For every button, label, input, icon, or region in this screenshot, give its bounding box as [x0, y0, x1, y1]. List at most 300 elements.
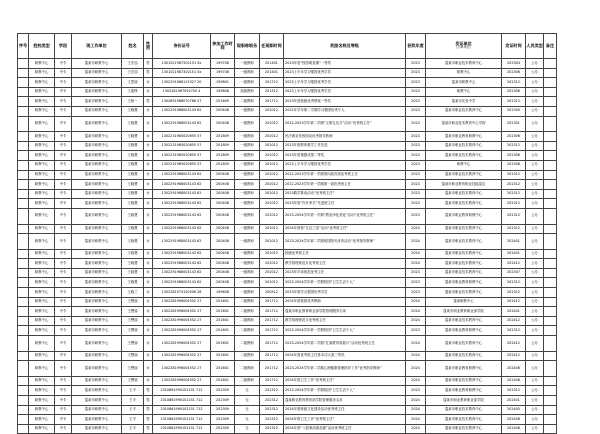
- cell-seq: [18, 396, 29, 406]
- cell-note: [544, 224, 557, 234]
- cell-sex: 女: [144, 106, 153, 116]
- cell-seq: [18, 68, 29, 78]
- cell-id: 1301021987302151 5x: [153, 59, 211, 69]
- cell-title: 一级教师: [235, 116, 260, 132]
- cell-id: 1302291988003143 62: [153, 199, 211, 209]
- cell-stage: 中专: [55, 160, 72, 170]
- cell-sex: 男: [144, 97, 153, 107]
- cell-sex: 女: [144, 199, 153, 209]
- cell-ptype: 公办: [526, 78, 544, 88]
- cell-stage: 中专: [55, 116, 72, 132]
- cell-stage: 中专: [55, 234, 72, 250]
- cell-title: 一级教师: [235, 259, 260, 269]
- cell-since: 202012: [260, 234, 284, 250]
- cell-id: 1302291988003143 62: [153, 259, 211, 269]
- cell-note: [544, 405, 557, 415]
- cell-title: 一级教师: [235, 234, 260, 250]
- cell-name: 王晓慧: [122, 208, 144, 224]
- cell-issuer: 蓬莱市职业教育职业部学院: [426, 307, 502, 317]
- header-row: [18, 34, 557, 59]
- cell-title: 无: [235, 405, 260, 415]
- cell-stage: 中专: [55, 268, 72, 278]
- cell-since: 202012: [260, 141, 284, 151]
- cell-year: 2023: [406, 116, 426, 132]
- cell-id: 1302291988003143 62: [153, 208, 211, 224]
- cell-unit: 蓬莱市职教中心: [72, 160, 122, 170]
- cell-seq: [18, 208, 29, 224]
- cell-note: [544, 234, 557, 250]
- cell-year: 2024: [406, 297, 426, 307]
- cell-id: 2310861990102151 712: [153, 396, 211, 406]
- cell-title: 一级教师: [235, 141, 260, 151]
- cell-year: 2023: [406, 97, 426, 107]
- cell-since: 202012: [260, 278, 284, 288]
- cell-type: 职教中心: [29, 249, 55, 259]
- cell-title: 一级教师: [235, 189, 260, 199]
- cell-title: 二级教师: [235, 97, 260, 107]
- cell-seq: [18, 224, 29, 234]
- cell-start: 200408: [211, 106, 235, 116]
- cell-note: [544, 351, 557, 361]
- cell-note: [544, 307, 557, 317]
- table-row: [18, 224, 557, 234]
- cell-issuer: 蓬莱市职业技术教育中心: [426, 415, 502, 425]
- cell-id: 1302291988003143 62: [153, 189, 211, 199]
- cell-year: 2023: [406, 141, 426, 151]
- cell-sex: 男: [144, 415, 153, 425]
- table-row: [18, 336, 557, 352]
- cell-name: 王晓慧: [122, 106, 144, 116]
- cell-issuer: 蓬莱市职业技术教育中心学校: [426, 116, 502, 132]
- cell-ptype: 公办: [526, 249, 544, 259]
- cell-award: 2023年度学习强国优秀学员: [284, 288, 406, 298]
- cell-sex: 男: [144, 405, 153, 415]
- cell-note: [544, 199, 557, 209]
- cell-name: 王懋丽: [122, 326, 144, 336]
- cell-issued: 202306: [502, 87, 526, 97]
- cell-note: [544, 106, 557, 116]
- cell-sex: 女: [144, 78, 153, 88]
- cell-stage: 中专: [55, 415, 72, 425]
- cell-since: 202312: [260, 405, 284, 415]
- cell-award: 2024年度优秀班主任基本功大赛三等奖: [284, 351, 406, 361]
- cell-ptype: 公办: [526, 199, 544, 209]
- cell-issuer: 蓬莱市职业技术教育中心: [426, 106, 502, 116]
- cell-id: 1302231985020655 57: [153, 141, 211, 151]
- col-since: 任现职时间: [260, 34, 284, 59]
- cell-type: 职教中心: [29, 307, 55, 317]
- cell-stage: 中专: [55, 259, 72, 269]
- cell-stage: 中专: [55, 336, 72, 352]
- cell-unit: 蓬莱市职教中心: [72, 141, 122, 151]
- cell-start: 200408: [211, 189, 235, 199]
- cell-since: 201712: [260, 78, 284, 88]
- cell-issued: 202312: [502, 199, 526, 209]
- cell-sex: 女: [144, 151, 153, 161]
- cell-year: 2023: [406, 87, 426, 97]
- cell-unit: 蓬莱市职教中心: [72, 396, 122, 406]
- cell-issued: 202312: [502, 278, 526, 288]
- cell-name: 王平: [122, 424, 144, 434]
- cell-id: 1302291988003143 62: [153, 249, 211, 259]
- cell-start: 201609: [211, 97, 235, 107]
- cell-name: 王素锋: [122, 87, 144, 97]
- cell-since: 201712: [260, 336, 284, 352]
- cell-note: [544, 386, 557, 396]
- cell-award: 蓬莱市职业教育职业部学院管理服务名单: [284, 307, 406, 317]
- cell-name: 王平: [122, 415, 144, 425]
- cell-note: [544, 361, 557, 377]
- cell-title: 二级教师: [235, 297, 260, 307]
- cell-id: 2310861990102151 712: [153, 405, 211, 415]
- cell-note: [544, 141, 557, 151]
- cell-award: 教学管理规范月优秀班主任: [284, 259, 406, 269]
- cell-stage: 中专: [55, 249, 72, 259]
- cell-award: 2023数学算表活动“优秀班主任”: [284, 189, 406, 199]
- cell-id: 1302231985020655 57: [153, 132, 211, 142]
- cell-issuer: 职教中心: [426, 160, 502, 170]
- cell-title: 二级教师: [235, 361, 260, 377]
- cell-start: 199708: [211, 59, 235, 69]
- cell-type: 职教中心: [29, 180, 55, 190]
- cell-name: 王懋丽: [122, 351, 144, 361]
- cell-note: [544, 189, 557, 199]
- cell-sex: 女: [144, 351, 153, 361]
- cell-type: 职教中心: [29, 208, 55, 224]
- cell-ptype: 公办: [526, 97, 544, 107]
- cell-stage: 中专: [55, 288, 72, 298]
- table-row: [18, 78, 557, 88]
- cell-seq: [18, 132, 29, 142]
- col-issuer-label: 发证单位: [455, 41, 472, 47]
- cell-issuer: 蓬莱市职业技术教育中心: [426, 288, 502, 298]
- cell-name: 王晓慧: [122, 160, 144, 170]
- table-row: [18, 288, 557, 298]
- cell-stage: 中专: [55, 316, 72, 326]
- cell-start: 200408: [211, 259, 235, 269]
- cell-seq: [18, 259, 29, 269]
- table-row: [18, 132, 557, 142]
- cell-ptype: 公办: [526, 116, 544, 132]
- cell-note: [544, 336, 557, 352]
- cell-stage: 中专: [55, 170, 72, 180]
- cell-year: 2023: [406, 78, 426, 88]
- cell-id: 1302281996004552 27: [153, 316, 211, 326]
- cell-issued: 202401: [502, 307, 526, 317]
- cell-name: 王平: [122, 396, 144, 406]
- cell-sex: 男: [144, 424, 153, 434]
- cell-issued: 202312: [502, 180, 526, 190]
- cell-title: 二级教师: [235, 351, 260, 361]
- cell-issued: 202305: [502, 106, 526, 116]
- cell-type: 职教中心: [29, 151, 55, 161]
- cell-id: 1302291988003143 62: [153, 116, 211, 132]
- cell-year: 2023: [406, 59, 426, 69]
- cell-seq: [18, 326, 29, 336]
- cell-id: 1302291988003143 62: [153, 224, 211, 234]
- cell-award: 2023年度“你开家长”先进班主任: [284, 199, 406, 209]
- cell-sex: 女: [144, 224, 153, 234]
- cell-unit: 蓬莱市职教中心: [72, 268, 122, 278]
- cell-issued: 202401: [502, 249, 526, 259]
- cell-id: 2310861990102151 712: [153, 415, 211, 425]
- cell-id: 1302281996004552 27: [153, 326, 211, 336]
- cell-since: 201712: [260, 97, 284, 107]
- col-id: 身份证号: [153, 34, 211, 59]
- cell-year: 2024: [406, 234, 426, 250]
- cell-issued: 202412: [502, 351, 526, 361]
- cell-id: 1302231985020655 57: [153, 160, 211, 170]
- col-issuer: [426, 34, 502, 59]
- cell-stage: 中专: [55, 132, 72, 142]
- cell-seq: [18, 151, 29, 161]
- table-row: [18, 59, 557, 69]
- cell-ptype: 公办: [526, 259, 544, 269]
- cell-ptype: 公办: [526, 424, 544, 434]
- cell-since: 201712: [260, 361, 284, 377]
- cell-unit: 蓬莱市职教中心: [72, 415, 122, 425]
- cell-start: 201809: [211, 141, 235, 151]
- cell-since: 202312: [260, 396, 284, 406]
- cell-type: 职教中心: [29, 189, 55, 199]
- cell-stage: 中专: [55, 189, 72, 199]
- cell-type: 职教中心: [29, 234, 55, 250]
- cell-since: 202312: [260, 415, 284, 425]
- cell-name: 王懋丽: [122, 307, 144, 317]
- cell-since: 202012: [260, 259, 284, 269]
- cell-ptype: 公办: [526, 405, 544, 415]
- cell-year: 2024: [406, 259, 426, 269]
- cell-title: 一级教师: [235, 78, 260, 88]
- cell-start: 201809: [211, 151, 235, 161]
- cell-issued: 202401: [502, 396, 526, 406]
- cell-note: [544, 151, 557, 161]
- cell-note: [544, 68, 557, 78]
- cell-issued: 202406: [502, 376, 526, 386]
- cell-name: 王晓慧: [122, 199, 144, 209]
- cell-name: 王晓慧: [122, 189, 144, 199]
- table-row: [18, 307, 557, 317]
- table-row: [18, 208, 557, 224]
- award-sheet: [17, 33, 557, 434]
- cell-start: 202309: [211, 405, 235, 415]
- cell-year: 2024: [406, 376, 426, 386]
- cell-since: 202012: [260, 249, 284, 259]
- cell-type: 职教中心: [29, 224, 55, 234]
- cell-issued: 202301: [502, 116, 526, 132]
- cell-seq: [18, 278, 29, 288]
- cell-issuer: 蓬莱市职业教育职业部学院: [426, 396, 502, 406]
- table-row: [18, 87, 557, 97]
- cell-unit: 蓬莱市职教中心: [72, 208, 122, 224]
- cell-type: 职教中心: [29, 170, 55, 180]
- cell-unit: 蓬莱市职教中心: [72, 278, 122, 288]
- cell-id: 1302291986115327 20: [153, 78, 211, 88]
- cell-start: 200408: [211, 208, 235, 224]
- cell-unit: 蓬莱市职教中心: [72, 78, 122, 88]
- cell-issuer: 蓬莱市职业技术教育中心: [426, 199, 502, 209]
- cell-start: 201601: [211, 307, 235, 317]
- cell-ptype: 公办: [526, 87, 544, 97]
- cell-title: 一级教师: [235, 180, 260, 190]
- col-seq: 序号: [18, 34, 29, 59]
- cell-issued: 202406: [502, 361, 526, 377]
- cell-unit: 蓬莱市职教中心: [72, 351, 122, 361]
- cell-name: 王宏加: [122, 59, 144, 69]
- cell-seq: [18, 386, 29, 396]
- cell-seq: [18, 78, 29, 88]
- cell-note: [544, 297, 557, 307]
- cell-issued: 202412: [502, 297, 526, 307]
- cell-unit: 蓬莱市职教中心: [72, 234, 122, 250]
- cell-seq: [18, 97, 29, 107]
- cell-sex: 女: [144, 189, 153, 199]
- cell-id: 1302281996004552 27: [153, 361, 211, 377]
- cell-unit: 蓬莱市职教中心: [72, 199, 122, 209]
- cell-year: 2023: [406, 189, 426, 199]
- cell-type: 职教中心: [29, 297, 55, 307]
- col-stage: 学段: [55, 34, 72, 59]
- cell-start: 199708: [211, 68, 235, 78]
- cell-sex: 女: [144, 288, 153, 298]
- cell-sex: 男: [144, 59, 153, 69]
- cell-start: 201601: [211, 316, 235, 326]
- cell-year: 2023: [406, 199, 426, 209]
- cell-issuer: 蓬莱市职业技术教育中心: [426, 170, 502, 180]
- col-name: 姓名: [122, 34, 144, 59]
- cell-name: 王晓慧: [122, 234, 144, 250]
- cell-start: 200408: [211, 170, 235, 180]
- cell-ptype: 公办: [526, 180, 544, 190]
- cell-since: 201401: [260, 59, 284, 69]
- cell-ptype: 公办: [526, 189, 544, 199]
- cell-note: [544, 396, 557, 406]
- cell-type: 职教中心: [29, 268, 55, 278]
- cell-issuer: 蓬莱市职业技术教育中心: [426, 141, 502, 151]
- cell-name: 王晓慧: [122, 259, 144, 269]
- cell-sex: 女: [144, 297, 153, 307]
- cell-stage: 中专: [55, 351, 72, 361]
- cell-unit: 蓬莱市职教中心: [72, 249, 122, 259]
- cell-ptype: 公办: [526, 351, 544, 361]
- cell-seq: [18, 116, 29, 132]
- cell-award: 2022年学年第二学期学习强国优秀个人: [284, 106, 406, 116]
- cell-seq: [18, 234, 29, 250]
- cell-seq: [18, 268, 29, 278]
- cell-sex: 男: [144, 386, 153, 396]
- col-sex: 性别: [144, 34, 153, 59]
- cell-award: 2023-2024学年第一学期校园“卫生生活个人”: [284, 386, 406, 396]
- cell-stage: 中专: [55, 307, 72, 317]
- cell-seq: [18, 59, 29, 69]
- cell-title: 一级教师: [235, 224, 260, 234]
- table-row: [18, 386, 557, 396]
- cell-sex: 男: [144, 68, 153, 78]
- cell-seq: [18, 249, 29, 259]
- cell-issued: 202412: [502, 316, 526, 326]
- cell-year: 2023: [406, 68, 426, 78]
- cell-issued: 202312: [502, 141, 526, 151]
- cell-issued: 202312: [502, 326, 526, 336]
- cell-award: 校级优秀班主任: [284, 249, 406, 259]
- cell-issuer: 蓬莱市职业技术教育中心: [426, 376, 502, 386]
- cell-since: 201512: [260, 87, 284, 97]
- cell-start: 200408: [211, 268, 235, 278]
- cell-issuer: 蓬莱市职业技术教育中心: [426, 234, 502, 250]
- table-row: [18, 234, 557, 250]
- cell-since: 202012: [260, 170, 284, 180]
- cell-title: 无: [235, 424, 260, 434]
- cell-type: 职教中心: [29, 336, 55, 352]
- cell-unit: 蓬莱市职教中心: [72, 424, 122, 434]
- cell-type: 职教中心: [29, 415, 55, 425]
- cell-issued: 202306: [502, 68, 526, 78]
- cell-year: 2023: [406, 132, 426, 142]
- cell-start: 201601: [211, 336, 235, 352]
- cell-award: 2023-2024学年第二学期“红旗教育周展月”活动优秀班主任: [284, 336, 406, 352]
- cell-award: 2024年度班级文化建设活动优秀班主任: [284, 405, 406, 415]
- table-row: [18, 316, 557, 326]
- cell-unit: 蓬莱市职教中心: [72, 170, 122, 180]
- cell-stage: 中专: [55, 78, 72, 88]
- cell-start: 200408: [211, 234, 235, 250]
- col-issued: 发证时间: [502, 34, 526, 59]
- cell-ptype: 公办: [526, 316, 544, 326]
- cell-ptype: 公办: [526, 396, 544, 406]
- cell-id: 1302281996004552 27: [153, 351, 211, 361]
- cell-start: 199808: [211, 87, 235, 97]
- cell-award: 蓬莱职业教育教育部学院管理服务名单: [284, 396, 406, 406]
- cell-year: 2024: [406, 224, 426, 234]
- cell-award: 2024年度校“礼仪之星”活动“优秀班主任”: [284, 224, 406, 234]
- table-row: [18, 326, 557, 336]
- cell-since: 202012: [260, 151, 284, 161]
- cell-title: 一级教师: [235, 268, 260, 278]
- cell-name: 王晓慧: [122, 268, 144, 278]
- cell-title: 二级教师: [235, 326, 260, 336]
- cell-since: 201712: [260, 351, 284, 361]
- cell-sex: 女: [144, 376, 153, 386]
- cell-name: 王晓慧: [122, 170, 144, 180]
- cell-year: 2024: [406, 396, 426, 406]
- cell-stage: 中专: [55, 326, 72, 336]
- cell-title: 一级教师: [235, 160, 260, 170]
- cell-award: 2023-2024学年第一学期“教室净化美化”活动“优秀班主任”: [284, 208, 406, 224]
- table-row: [18, 97, 557, 107]
- cell-unit: 蓬莱市职教中心: [72, 361, 122, 377]
- cell-ptype: 公办: [526, 268, 544, 278]
- cell-sex: 女: [144, 268, 153, 278]
- cell-ptype: 公办: [526, 141, 544, 151]
- cell-name: 王懋丽: [122, 361, 144, 377]
- cell-stage: 中专: [55, 141, 72, 151]
- cell-issuer: 职教中心: [426, 87, 502, 97]
- cell-stage: 中专: [55, 106, 72, 116]
- cell-id: 1302281974120006 26: [153, 288, 211, 298]
- cell-sex: 男: [144, 396, 153, 406]
- cell-title: 一级教师: [235, 59, 260, 69]
- cell-unit: 蓬莱市职教中心: [72, 132, 122, 142]
- cell-issuer: 蓬莱市职业教育职教中心: [426, 132, 502, 142]
- cell-ptype: 公办: [526, 326, 544, 336]
- table-row: [18, 68, 557, 78]
- cell-stage: 中专: [55, 361, 72, 377]
- cell-ptype: 公办: [526, 106, 544, 116]
- cell-since: 201401: [260, 68, 284, 78]
- cell-seq: [18, 424, 29, 434]
- cell-ptype: 公办: [526, 224, 544, 234]
- cell-name: 王懋丽: [122, 297, 144, 307]
